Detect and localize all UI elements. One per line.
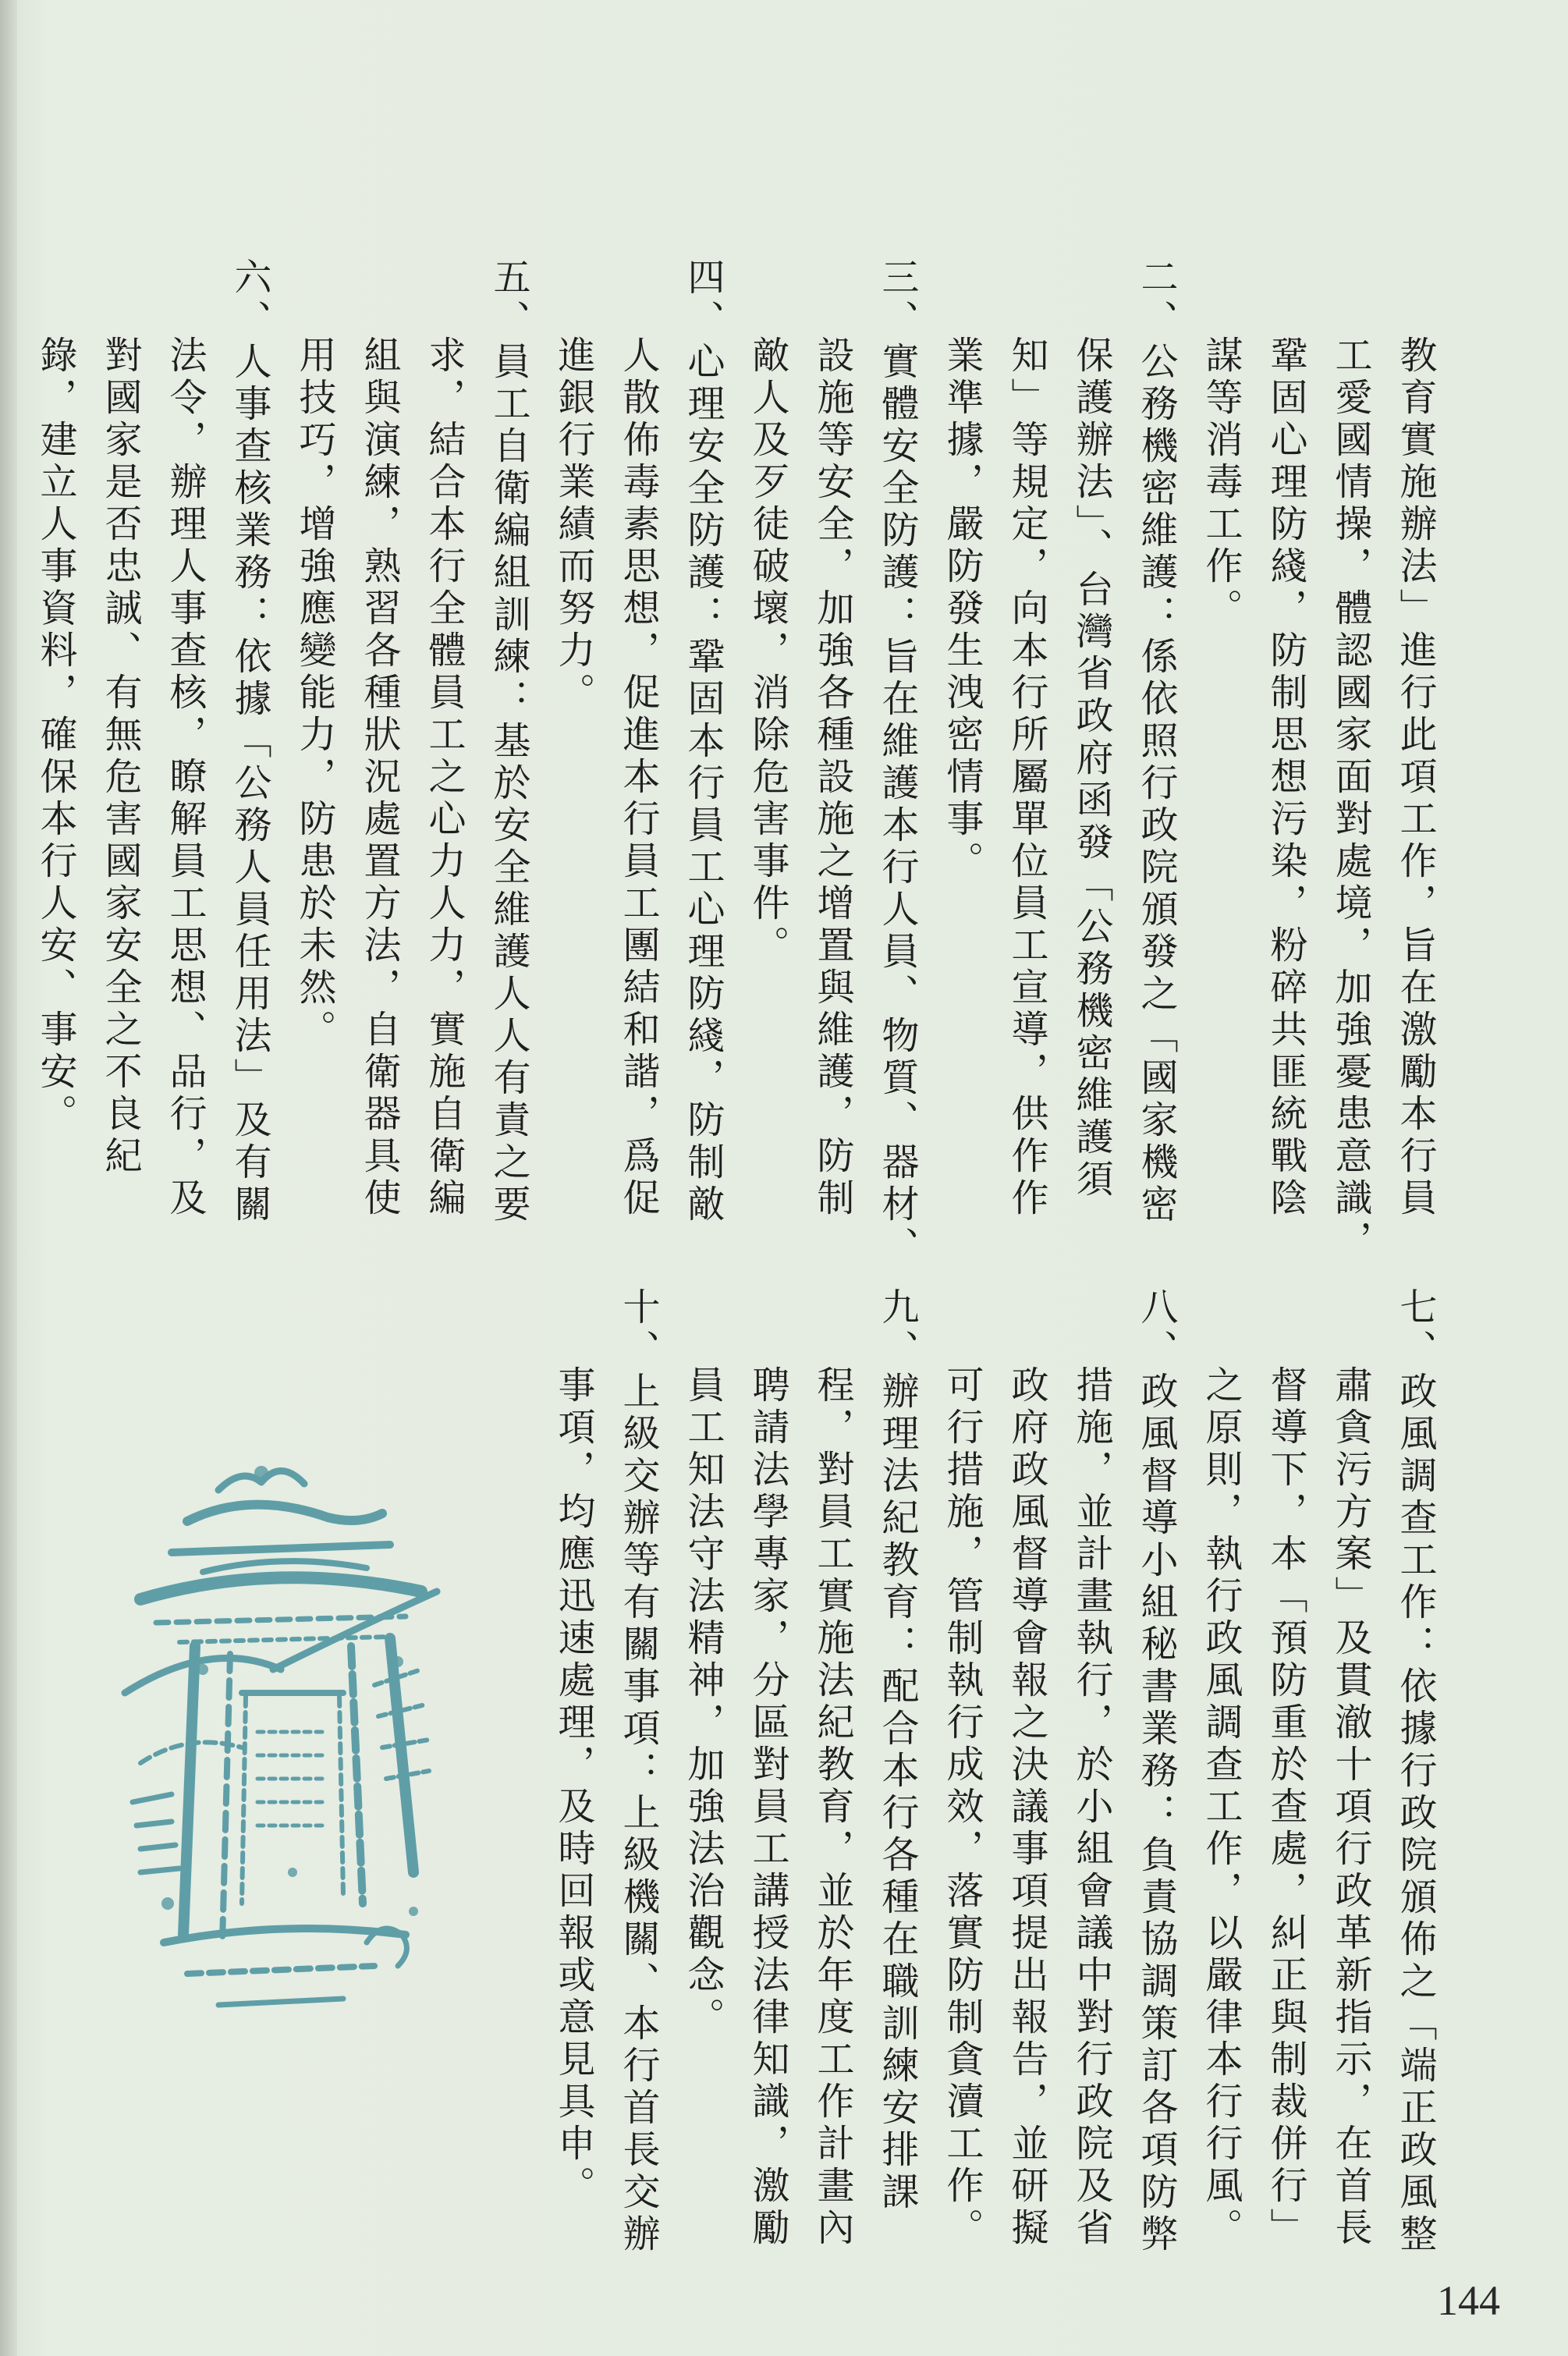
upper-column-21: 對國家是否忠誠、有無危害國家安全之不良紀 <box>98 335 142 1178</box>
page-number: 144 <box>1437 2277 1500 2324</box>
upper-column-10: 設施等安全，加強各種設施之增置與維護，防制 <box>811 335 854 1220</box>
upper-column-15: 五、員工自衛編組訓練：基於安全維護人人有責之要 <box>487 257 530 1226</box>
upper-column-14: 進銀行業績而努力。 <box>552 335 595 715</box>
lower-column-2: 肅貪污方案」及貫澈十項行政革新指示，在首長 <box>1329 1365 1372 2250</box>
upper-column-17: 組與演練，熟習各種狀況處置方法，自衛器具使 <box>357 335 401 1220</box>
upper-column-8: 業準據，嚴防發生洩密情事。 <box>940 335 984 883</box>
lower-column-5: 八、政風督導小組秘書業務：負責協調策訂各項防弊 <box>1134 1287 1178 2256</box>
temple-illustration-icon <box>94 1435 460 2036</box>
lower-column-6: 措施，並計畫執行，於小組會議中對行政院及省 <box>1070 1365 1113 2250</box>
upper-column-22: 錄，建立人事資料，確保本行人安、事安。 <box>34 335 77 1136</box>
upper-column-20: 法令，辦理人事查核，瞭解員工思想、品行，及 <box>163 335 207 1220</box>
upper-column-1: 教育實施辦法」進行此項工作，旨在激勵本行員 <box>1393 335 1437 1220</box>
upper-column-13: 人散佈毒素思想，促進本行員工團結和諧，爲促 <box>616 335 660 1220</box>
page-binding-edge <box>0 0 17 2356</box>
lower-column-10: 程，對員工實施法紀教育，並於年度工作計畫內 <box>811 1365 854 2250</box>
upper-column-6: 保護辦法」、台灣省政府函發「公務機密維護須 <box>1070 335 1113 1201</box>
upper-column-7: 知」等規定，向本行所屬單位員工宣導，供作作 <box>1005 335 1048 1220</box>
lower-column-9: 九、辦理法紀教育：配合本行各種在職訓練安排課 <box>875 1287 919 2214</box>
upper-column-11: 敵人及歹徒破壞，消除危害事件。 <box>746 335 789 967</box>
upper-column-3: 鞏固心理防綫，防制思想污染，粉碎共匪統戰陰 <box>1264 335 1307 1220</box>
upper-column-19: 六、人事查核業務：依據「公務人員任用法」及有關 <box>228 257 271 1226</box>
lower-column-13: 十、上級交辦等有關事項：上級機關、本行首長交辦 <box>616 1287 660 2256</box>
lower-column-8: 可行措施，管制執行成效，落實防制貪瀆工作。 <box>940 1365 984 2250</box>
upper-column-4: 謀等消毒工作。 <box>1199 335 1243 630</box>
lower-column-1: 七、政風調查工作：依據行政院頒佈之「端正政風整 <box>1393 1287 1437 2256</box>
lower-column-7: 政府政風督導會報之決議事項提出報告，並研擬 <box>1005 1365 1048 2250</box>
upper-column-9: 三、實體安全防護：旨在維護本行人員、物質、器材、 <box>875 257 919 1268</box>
lower-column-11: 聘請法學專家，分區對員工講授法律知識，激勵 <box>746 1365 789 2250</box>
upper-column-5: 二、公務機密維護：係依照行政院頒發之「國家機密 <box>1134 257 1178 1226</box>
lower-column-14: 事項，均應迅速處理，及時回報或意見具申。 <box>552 1365 595 2208</box>
lower-column-12: 員工知法守法精神，加強法治觀念。 <box>681 1365 725 2039</box>
lower-column-4: 之原則，執行政風調查工作，以嚴律本行行風。 <box>1199 1365 1243 2250</box>
upper-column-12: 四、心理安全防護：鞏固本行員工心理防綫，防制敵 <box>681 257 725 1226</box>
upper-column-18: 用技巧，增強應變能力，防患於未然。 <box>293 335 336 1052</box>
upper-column-2: 工愛國情操，體認國家面對處境，加強憂患意識， <box>1329 335 1372 1262</box>
lower-column-3: 督導下，本「預防重於查處，糾正與制裁併行」 <box>1264 1365 1307 2250</box>
upper-column-16: 求，結合本行全體員工之心力人力，實施自衛編 <box>422 335 466 1220</box>
